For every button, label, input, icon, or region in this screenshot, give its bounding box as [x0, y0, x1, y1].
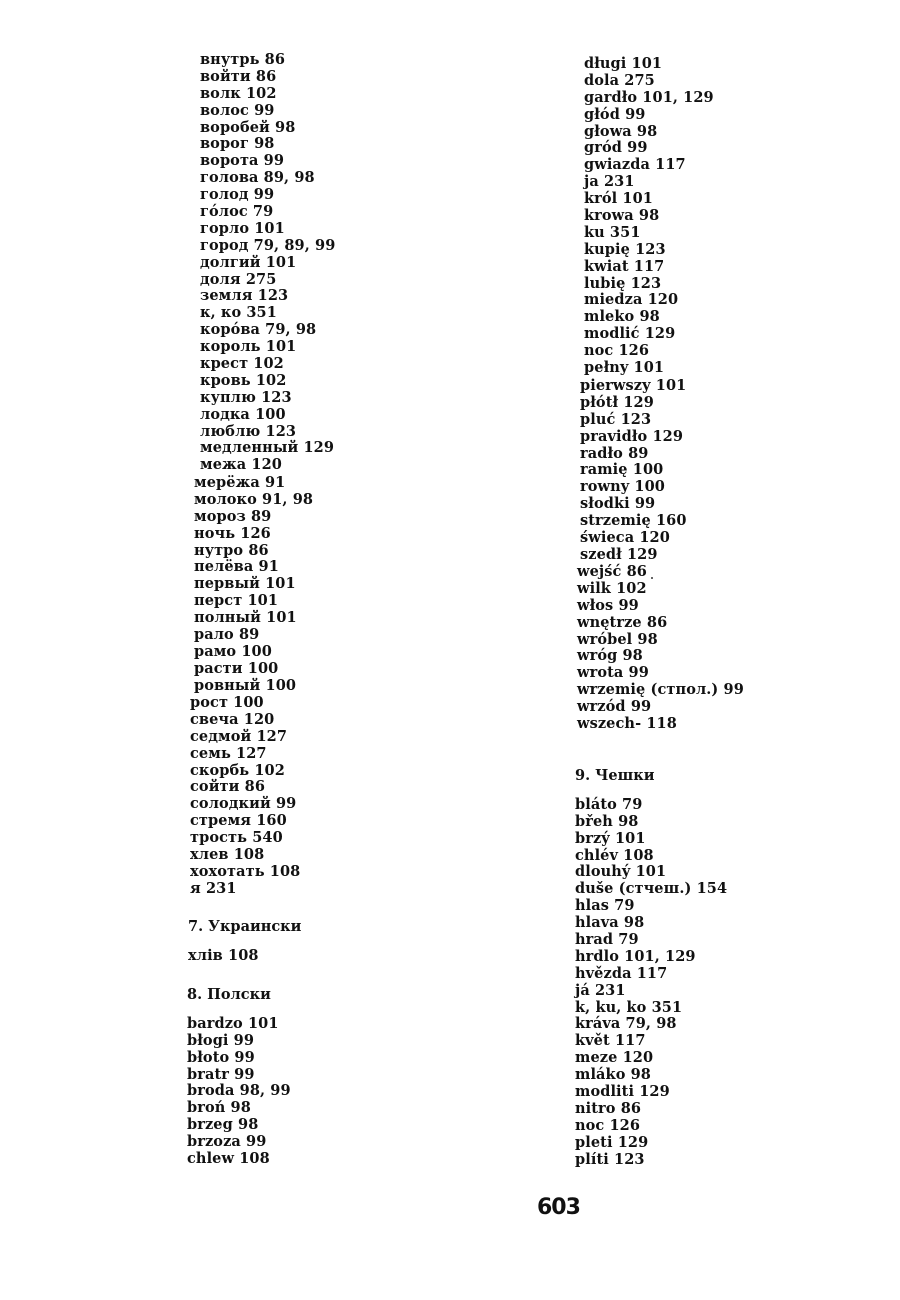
- section-czech: [575, 768, 727, 1168]
- index-entry: wilk 102: [577, 579, 647, 597]
- index-entry: modlić 129: [584, 325, 676, 343]
- print-speck: [651, 577, 653, 579]
- index-entry: bardzo 101: [187, 1014, 279, 1032]
- index-entry: wszech- 118: [577, 715, 677, 733]
- index-entry: ночь 126: [194, 524, 271, 542]
- index-entry: куплю 123: [200, 388, 292, 406]
- index-entry: chlew 108: [187, 1150, 270, 1168]
- section-heading: 7. Украински: [188, 918, 302, 935]
- index-entry: k, ku, ko 351: [575, 998, 683, 1016]
- index-entry: chlév 108: [575, 846, 654, 864]
- index-entry: mláko 98: [575, 1066, 651, 1084]
- index-entry: я 231: [190, 879, 237, 897]
- index-entry: солодкий 99: [190, 795, 297, 813]
- index-entry: lubię 123: [584, 274, 662, 292]
- index-entry: стремя 160: [190, 812, 287, 830]
- index-entry: молоко 91, 98: [194, 490, 314, 508]
- index-entry: broda 98, 99: [187, 1082, 291, 1100]
- index-entry: błogi 99: [187, 1031, 255, 1049]
- index-entry: pełny 101: [584, 359, 665, 377]
- index-entry: mleko 98: [584, 308, 660, 326]
- index-entry: nitro 86: [575, 1099, 642, 1117]
- index-entry: duše (стчеш.) 154: [575, 880, 728, 898]
- index-entry: ворог 98: [200, 135, 275, 153]
- index-entry: bláto 79: [575, 795, 643, 813]
- index-entry: szedł 129: [580, 545, 658, 563]
- index-entry: rowny 100: [580, 478, 665, 496]
- left-russian-list: [200, 52, 335, 474]
- index-entry: gardło 101, 129: [584, 88, 714, 106]
- section-heading: 8. Полски: [187, 986, 271, 1003]
- index-entry: płótł 129: [580, 393, 654, 411]
- index-entry: доля 275: [200, 270, 277, 288]
- index-entry: трость 540: [190, 829, 283, 847]
- index-entry: хохотать 108: [190, 862, 301, 880]
- left-russian-list-end: [190, 695, 300, 898]
- index-entry: noc 126: [575, 1116, 641, 1134]
- index-entry: hvězda 117: [575, 964, 668, 982]
- index-entry: хлев 108: [190, 846, 265, 864]
- index-entry: dola 275: [584, 71, 655, 89]
- index-entry: hrdlo 101, 129: [575, 947, 696, 965]
- index-entry: голова 89, 98: [200, 169, 315, 187]
- section-ukrainian: [188, 919, 301, 965]
- index-entry: já 231: [575, 981, 626, 999]
- left-russian-list-cont: [194, 475, 313, 695]
- index-entry: břeh 98: [575, 812, 639, 830]
- index-entry: войти 86: [200, 67, 277, 85]
- index-entry: kupię 123: [584, 240, 666, 258]
- index-entry: hlava 98: [575, 914, 645, 932]
- index-entry: dlouhý 101: [575, 863, 667, 881]
- right-polish-list: [584, 56, 714, 377]
- index-entry: wróg 98: [577, 647, 643, 665]
- index-entry: brzý 101: [575, 829, 646, 847]
- index-entry: волос 99: [200, 101, 275, 119]
- index-entry: воробей 98: [200, 118, 296, 136]
- index-entry: plíti 123: [575, 1150, 645, 1168]
- index-entry: słodki 99: [580, 495, 656, 513]
- index-entry: modliti 129: [575, 1083, 670, 1101]
- index-entry: włos 99: [577, 596, 639, 614]
- index-entry: ramię 100: [580, 461, 664, 479]
- index-entry: гóлос 79: [200, 203, 274, 221]
- page-number: 603: [537, 1195, 580, 1220]
- index-entry: свеча 120: [190, 710, 275, 728]
- index-entry: ja 231: [584, 173, 635, 191]
- index-entry: kwiat 117: [584, 257, 665, 275]
- index-entry: волк 102: [200, 84, 277, 102]
- index-entry: hlas 79: [575, 897, 635, 915]
- index-entry: głód 99: [584, 105, 646, 123]
- section-polish: [187, 987, 291, 1168]
- index-entry: wrzód 99: [577, 698, 652, 716]
- index-entry: мерёжа 91: [194, 474, 286, 491]
- index-entry: król 101: [584, 190, 653, 208]
- right-polish-list-end: [577, 564, 744, 733]
- index-entry: brzeg 98: [187, 1116, 259, 1134]
- index-entry: к, ко 351: [200, 304, 277, 322]
- index-entry: długi 101: [584, 55, 663, 72]
- index-entry: noc 126: [584, 342, 650, 360]
- right-polish-list-cont: [580, 378, 687, 564]
- index-entry: нутро 86: [194, 541, 269, 559]
- index-entry: gwiazda 117: [584, 156, 686, 174]
- index-entry: корóва 79, 98: [200, 321, 317, 339]
- index-entry: крест 102: [200, 355, 284, 373]
- index-entry: miedza 120: [584, 291, 679, 309]
- index-entry: люблю 123: [200, 422, 297, 440]
- index-entry: полный 101: [194, 609, 297, 627]
- index-entry: долгий 101: [200, 253, 297, 271]
- index-entry: горло 101: [200, 219, 285, 237]
- index-entry: первый 101: [194, 575, 296, 593]
- index-entry: король 101: [200, 338, 297, 356]
- index-entry: рало 89: [194, 626, 260, 644]
- index-entry: wrota 99: [577, 664, 649, 682]
- index-entry: перст 101: [194, 592, 279, 610]
- index-entry: gród 99: [584, 139, 648, 157]
- index-entry: pleti 129: [575, 1133, 649, 1151]
- index-entry: хлів 108: [188, 946, 259, 964]
- index-entry: ворота 99: [200, 152, 285, 170]
- index-entry: кровь 102: [200, 371, 287, 389]
- index-entry: wejść 86: [577, 563, 647, 580]
- index-entry: земля 123: [200, 287, 289, 305]
- index-entry: внутрь 86: [200, 51, 286, 68]
- index-entry: wrzemię (стпол.) 99: [577, 681, 744, 699]
- index-entry: межа 120: [200, 456, 282, 474]
- index-entry: meze 120: [575, 1049, 654, 1067]
- index-entry: мороз 89: [194, 507, 272, 525]
- index-entry: broń 98: [187, 1099, 251, 1117]
- index-entry: krowa 98: [584, 207, 660, 225]
- index-entry: głowa 98: [584, 122, 658, 140]
- index-entry: květ 117: [575, 1032, 646, 1050]
- index-entry: город 79, 89, 99: [200, 236, 336, 254]
- index-entry: лодка 100: [200, 405, 286, 423]
- index-entry: медленный 129: [200, 439, 335, 457]
- index-entry: pierwszy 101: [580, 377, 687, 394]
- index-entry: wnętrze 86: [577, 613, 668, 631]
- index-entry: седмой 127: [190, 727, 288, 745]
- index-entry: ku 351: [584, 223, 641, 241]
- index-entry: рамо 100: [194, 642, 272, 660]
- index-entry: ровный 100: [194, 676, 297, 694]
- index-entry: radło 89: [580, 444, 649, 462]
- index-entry: wróbel 98: [577, 630, 658, 648]
- index-entry: błoto 99: [187, 1048, 255, 1066]
- section-heading: 9. Чешки: [575, 767, 655, 784]
- index-entry: pravidło 129: [580, 427, 684, 445]
- index-entry: пелёва 91: [194, 558, 279, 576]
- index-entry: сойти 86: [190, 778, 266, 796]
- index-entry: świeca 120: [580, 529, 670, 547]
- index-entry: brzoza 99: [187, 1133, 267, 1151]
- index-entry: bratr 99: [187, 1065, 255, 1083]
- index-entry: голод 99: [200, 186, 275, 204]
- index-entry: расти 100: [194, 659, 279, 677]
- index-entry: рост 100: [190, 694, 264, 711]
- index-entry: скорбь 102: [190, 761, 285, 779]
- index-entry: kráva 79, 98: [575, 1015, 677, 1033]
- index-entry: семь 127: [190, 744, 267, 762]
- index-entry: strzemię 160: [580, 512, 687, 530]
- index-entry: hrad 79: [575, 931, 639, 949]
- index-entry: pluć 123: [580, 410, 652, 428]
